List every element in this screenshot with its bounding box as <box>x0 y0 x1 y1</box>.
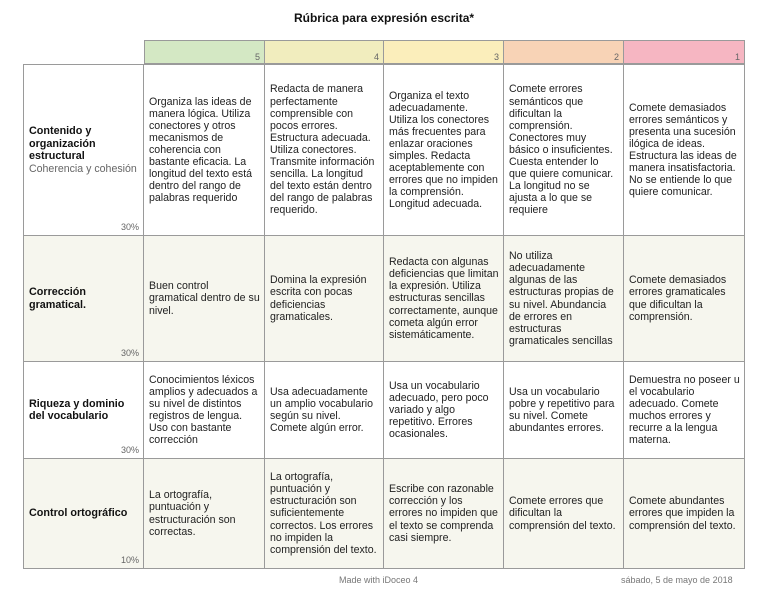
descriptor-text: Demuestra no poseer u el vocabulario adecuado. Comete muchos errores y recurre a la lengua materna. <box>629 373 740 447</box>
descriptor-text: Comete errores que dificultan la comprensión del texto. <box>509 495 616 532</box>
descriptor-level-1 <box>624 236 745 361</box>
descriptor-text: Escribe con razonable corrección y los errores no impiden que el texto se comprenda casi siempre. <box>389 483 498 544</box>
level-number: 1 <box>734 52 740 62</box>
descriptor-level-4 <box>265 362 384 458</box>
descriptor-text: Usa un vocabulario adecuado, pero poco variado y algo repetitivo. Errores ocasionales. <box>389 379 489 441</box>
descriptor-level-3 <box>384 236 504 361</box>
criterion-weight: 30% <box>120 221 139 232</box>
level-header-3 <box>384 40 504 64</box>
descriptor-level-2 <box>504 65 624 235</box>
level-number: 3 <box>493 52 499 62</box>
made-with-text: Made with iDoceo 4 <box>339 575 419 585</box>
descriptor-level-1 <box>624 362 745 458</box>
descriptor-level-3 <box>384 459 504 568</box>
criterion-row <box>23 362 745 459</box>
criterion-cell <box>23 362 144 458</box>
descriptor-text: Usa adecuadamente un amplio vocabulario según su nivel. Comete algún error. <box>270 385 374 435</box>
descriptor-level-4 <box>265 459 384 568</box>
level-number: 4 <box>373 52 379 62</box>
descriptor-text: Comete abundantes errores que impiden la comprensión del texto. <box>629 495 736 532</box>
descriptor-text: No utiliza adecuadamente algunas de las estructuras propias de su nivel. Abundancia de errores en estructuras gramaticales sencillas <box>509 250 614 347</box>
descriptor-level-5 <box>144 65 265 235</box>
descriptor-level-4 <box>265 65 384 235</box>
descriptor-text: Usa un vocabulario pobre y repetitivo para su nivel. Comete abundantes errores. <box>509 385 615 435</box>
descriptor-text: Organiza el texto adecuadamente. Utiliza los conectores más frecuentes para enlazar oraciones simples. Redacta aceptablemente con errores que no impiden la comprensión. Longitud adecuada. <box>389 89 498 211</box>
descriptor-level-1 <box>624 65 745 235</box>
criterion-name: Corrección gramatical. <box>29 286 87 311</box>
descriptor-level-5 <box>144 362 265 458</box>
descriptor-text: Buen control gramatical dentro de su nivel. <box>149 280 260 317</box>
descriptor-text: Domina la expresión escrita con pocas deficiencias gramaticales. <box>270 274 367 323</box>
descriptor-text: Comete demasiados errores gramaticales que dificultan la comprensión. <box>629 274 727 323</box>
footer-date: sábado, 5 de mayo de 2018 <box>621 575 733 585</box>
criterion-name: Contenido y organización estructural <box>29 125 96 163</box>
descriptor-text: Conocimientos léxicos amplios y adecuados a su nivel de distintos registros de lengua. Uso con bastante corrección <box>149 373 258 447</box>
level-header-2 <box>504 40 624 64</box>
rubric-title: Rúbrica para expresión escrita* <box>293 11 475 25</box>
criterion-weight: 30% <box>120 444 139 455</box>
descriptor-text: Comete demasiados errores semánticos y presenta una sucesión ilógica de ideas. Estructura las ideas de manera insatisfactoria. No se entiende lo que quiere comunicar. <box>629 101 737 199</box>
descriptor-text: La ortografía, puntuación y estructuración son suficientemente correctos. Los errores no impiden la comprensión del texto. <box>270 471 377 556</box>
descriptor-text: Redacta de manera perfectamente comprensible con pocos errores. Estructura adecuada. Utiliza conectores. Transmite información sencilla. La longitud del texto están dentro del rango de palabras requerido. <box>270 83 375 217</box>
descriptor-level-5 <box>144 236 265 361</box>
descriptor-level-5 <box>144 459 265 568</box>
criterion-row <box>23 236 745 362</box>
descriptor-text: La ortografía, puntuación y estructuración son correctas. <box>149 489 236 538</box>
descriptor-text: Redacta con algunas deficiencias que limitan la expresión. Utiliza estructuras sencillas correctamente, aunque cometa algún error sistemáticamente. <box>389 256 499 341</box>
descriptor-level-3 <box>384 362 504 458</box>
descriptor-level-2 <box>504 459 624 568</box>
criterion-cell <box>23 459 144 568</box>
descriptor-text: Comete errores semánticos que dificultan la comprensión. Conectores muy básico o insuficientes. Cuesta entender lo que quiere comunicar. La longitud no se ajusta a lo que se requiere <box>509 83 614 217</box>
descriptor-level-3 <box>384 65 504 235</box>
criterion-subtitle: Coherencia y cohesión <box>29 162 137 175</box>
criterion-weight: 10% <box>120 554 139 565</box>
descriptor-level-2 <box>504 362 624 458</box>
criterion-weight: 30% <box>120 347 139 358</box>
level-number: 5 <box>254 52 260 62</box>
level-header-1 <box>624 40 745 64</box>
level-header-4 <box>265 40 384 64</box>
level-header-5 <box>144 40 265 64</box>
criterion-name: Control ortográfico <box>29 507 128 520</box>
level-number: 2 <box>613 52 619 62</box>
criterion-row <box>23 459 745 569</box>
criterion-cell <box>23 65 144 235</box>
criterion-row <box>23 64 745 236</box>
descriptor-level-4 <box>265 236 384 361</box>
rubric-table <box>23 40 745 569</box>
descriptor-level-2 <box>504 236 624 361</box>
criterion-cell <box>23 236 144 361</box>
descriptor-level-1 <box>624 459 745 568</box>
descriptor-text: Organiza las ideas de manera lógica. Utiliza conectores y otros mecanismos de coherencia con bastante eficacia. La longitud del texto está dentro del rango de palabras requerido <box>149 95 253 205</box>
criterion-name: Riqueza y dominio del vocabulario <box>29 397 125 422</box>
